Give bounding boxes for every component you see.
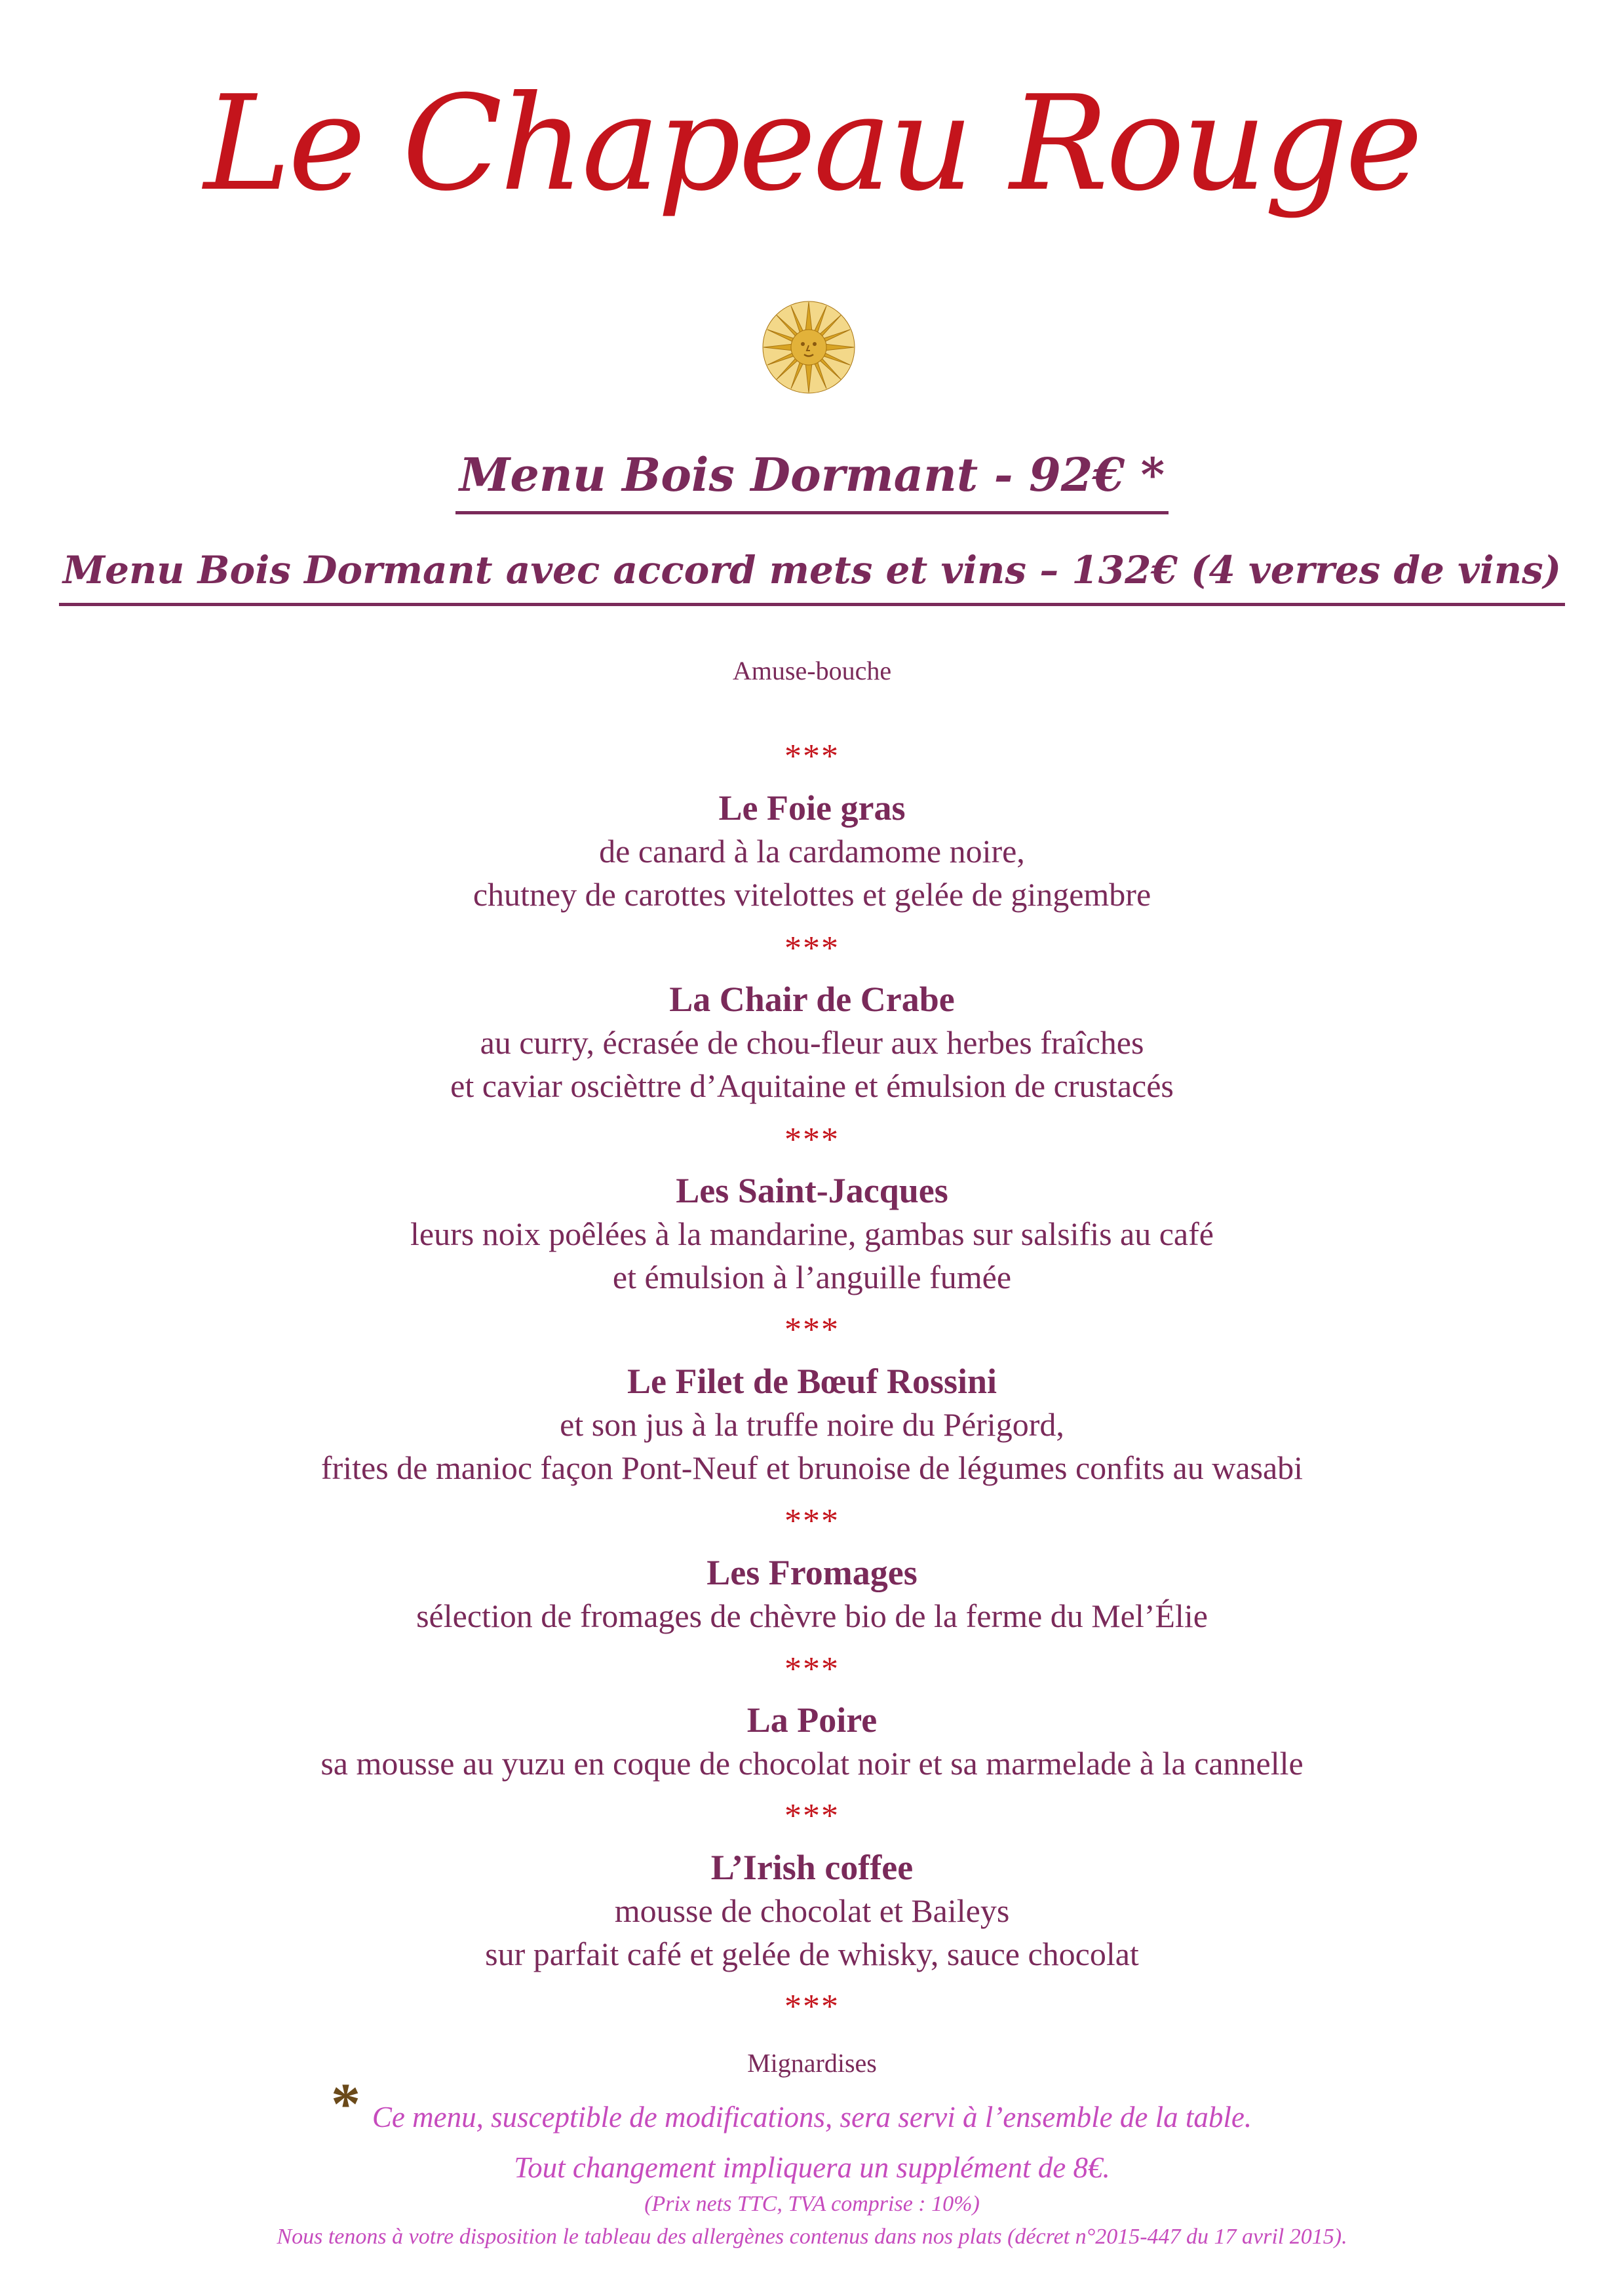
- course-name: La Poire: [746, 1700, 878, 1740]
- course-chair-de-crabe: [0, 978, 1624, 1107]
- sun-king-medallion-icon: [760, 298, 858, 396]
- separator: ***: [784, 1651, 840, 1688]
- menu-title: [0, 439, 1624, 514]
- course-description: et émulsion à l’anguille fumée: [612, 1259, 1012, 1295]
- footnote-asterisk: *: [331, 2072, 360, 2137]
- footnote-table-service: Ce menu, susceptible de modifications, sera servi à l’ensemble de la table.: [372, 2101, 1252, 2133]
- course-description: sur parfait café et gelée de whisky, sauce chocolat: [485, 1936, 1139, 1972]
- course-name: Le Foie gras: [718, 788, 906, 828]
- course-name: Les Fromages: [706, 1553, 918, 1592]
- separator: ***: [784, 930, 840, 967]
- course-description: et caviar oscièttre d’Aquitaine et émulsion de crustacés: [450, 1067, 1174, 1104]
- course-description: de canard à la cardamome noire,: [599, 833, 1025, 870]
- course-description: et son jus à la truffe noire du Périgord,: [560, 1406, 1064, 1443]
- course-description: sa mousse au yuzu en coque de chocolat noir et sa marmelade à la cannelle: [320, 1745, 1304, 1782]
- separator: ***: [784, 738, 840, 775]
- course-description: frites de manioc façon Pont-Neuf et brunoise de légumes confits au wasabi: [320, 1449, 1304, 1486]
- course-description: leurs noix poêlées à la mandarine, gambas sur salsifis au café: [410, 1215, 1214, 1252]
- menu-subtitle-text: Menu Bois Dormant avec accord mets et vins – 132€ (4 verres de vins): [59, 537, 1565, 606]
- footnote-allergens: Nous tenons à votre disposition le tableau des allergènes contenus dans nos plats (décret n°2015-447 du 17 avril 2015).: [277, 2225, 1347, 2249]
- course-name: L’Irish coffee: [710, 1848, 914, 1887]
- menu-title-text: Menu Bois Dormant - 92€ *: [455, 439, 1169, 514]
- footnote-supplement: Tout changement impliquera un supplément de 8€.: [514, 2151, 1110, 2184]
- amuse-bouche: Amuse-bouche: [732, 656, 892, 685]
- course-fromages: [0, 1551, 1624, 1637]
- course-name: La Chair de Crabe: [669, 980, 955, 1019]
- course-name: Le Filet de Bœuf Rossini: [627, 1362, 997, 1401]
- course-description: chutney de carottes vitelottes et gelée de gingembre: [473, 876, 1151, 913]
- separator: ***: [784, 1988, 840, 2025]
- separator: ***: [784, 1311, 840, 1349]
- course-description: au curry, écrasée de chou-fleur aux herbes fraîches: [480, 1024, 1144, 1061]
- course-saint-jacques: [0, 1169, 1624, 1299]
- mignardises: Mignardises: [747, 2048, 877, 2078]
- restaurant-logo: Le Chapeau Rouge: [203, 67, 1421, 220]
- footnote-prices: (Prix nets TTC, TVA comprise : 10%): [644, 2192, 980, 2216]
- separator: ***: [784, 1121, 840, 1158]
- course-foie-gras: [0, 786, 1624, 916]
- course-description: mousse de chocolat et Baileys: [614, 1892, 1010, 1929]
- course-irish-coffee: [0, 1846, 1624, 1976]
- course-description: sélection de fromages de chèvre bio de la ferme du Mel’Élie: [416, 1598, 1208, 1634]
- separator: ***: [784, 1797, 840, 1835]
- menu-subtitle: [0, 537, 1624, 606]
- course-name: Les Saint-Jacques: [676, 1171, 948, 1210]
- course-filet-de-boeuf: [0, 1360, 1624, 1489]
- course-poire: [0, 1698, 1624, 1785]
- separator: ***: [784, 1502, 840, 1540]
